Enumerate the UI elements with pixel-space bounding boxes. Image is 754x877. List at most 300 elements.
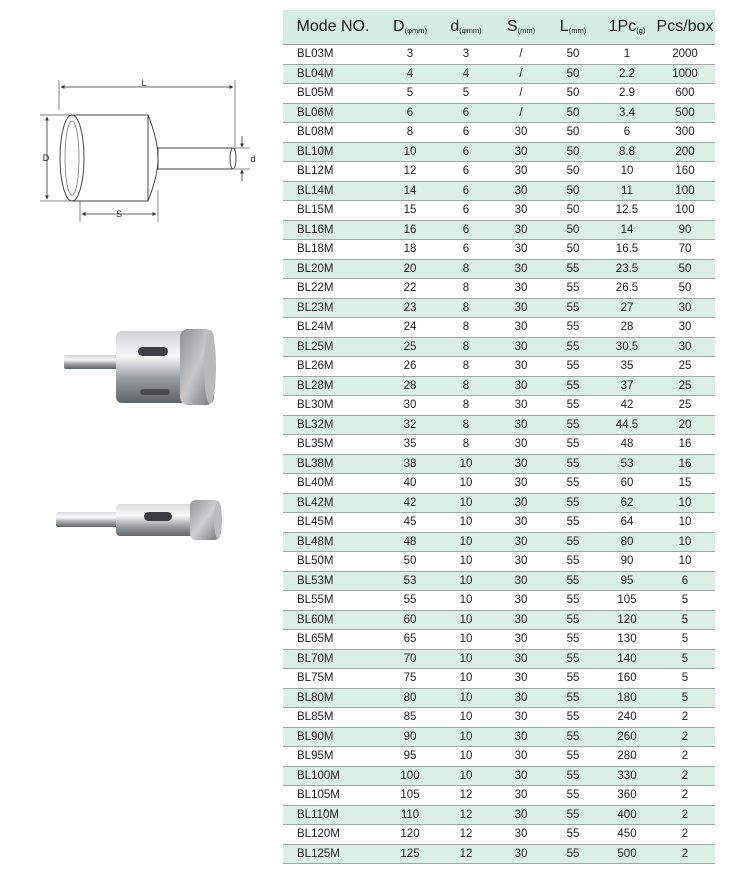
column-header-label: d [450,18,460,35]
table-cell: 2 [655,766,715,786]
table-cell: 55 [547,591,599,611]
table-cell: 100 [655,201,715,221]
table-cell: 2.9 [599,84,655,104]
table-cell: 90 [383,727,437,747]
table-cell: 400 [599,805,655,825]
model-number-cell: BL53M [283,571,383,591]
table-cell: / [495,84,547,104]
table-cell: 30 [495,181,547,201]
table-cell: 30 [495,298,547,318]
table-cell: 48 [383,532,437,552]
table-cell: 125 [383,844,437,864]
model-number-cell: BL125M [283,844,383,864]
model-number-cell: BL06M [283,103,383,123]
table-cell: 2 [655,825,715,845]
table-cell: 10 [437,708,495,728]
table-cell: 40 [383,474,437,494]
model-number-cell: BL105M [283,786,383,806]
table-cell: 80 [599,532,655,552]
table-header-row [283,10,715,45]
table-row [283,805,715,825]
table-cell: 8 [437,396,495,416]
table-cell: 23 [383,298,437,318]
table-cell: 70 [383,649,437,669]
table-cell: 55 [547,669,599,689]
table-row [283,708,715,728]
table-body [283,45,715,864]
table-cell: 14 [383,181,437,201]
table-cell: 2 [655,727,715,747]
table-cell: 30 [495,513,547,533]
table-cell: 95 [599,571,655,591]
table-row [283,259,715,279]
table-cell: / [495,45,547,65]
table-cell: 120 [383,825,437,845]
table-cell: 30 [495,649,547,669]
table-cell: 55 [547,727,599,747]
table-cell: 360 [599,786,655,806]
table-cell: 6 [437,103,495,123]
model-number-cell: BL38M [283,454,383,474]
table-row [283,201,715,221]
table-cell: 105 [599,591,655,611]
column-header-label: Pcs/box [656,18,714,35]
model-number-cell: BL35M [283,435,383,455]
table-cell: 55 [547,688,599,708]
column-header-label: D [393,18,405,35]
table-cell: 15 [655,474,715,494]
table-cell: 1 [599,45,655,65]
column-header-label: L [559,18,569,35]
table-cell: 180 [599,688,655,708]
model-number-cell: BL04M [283,64,383,84]
table-row [283,844,715,864]
table-cell: 26.5 [599,279,655,299]
table-cell: 55 [547,454,599,474]
table-cell: 5 [655,610,715,630]
table-cell: 30 [495,474,547,494]
table-cell: 10 [655,532,715,552]
table-cell: 30 [655,337,715,357]
table-cell: 8 [437,337,495,357]
column-header-unit: (φmm) [404,26,427,35]
table-cell: 10 [437,649,495,669]
table-cell: 3 [437,45,495,65]
table-cell: 50 [547,45,599,65]
table-cell: 50 [547,123,599,143]
table-cell: 16 [655,454,715,474]
table-cell: 30 [495,805,547,825]
table-cell: 30 [495,454,547,474]
model-number-cell: BL15M [283,201,383,221]
table-cell: 30 [495,708,547,728]
table-cell: 10 [437,727,495,747]
table-cell: 55 [547,825,599,845]
table-cell: 26 [383,357,437,377]
table-cell: 30 [495,357,547,377]
table-cell: 55 [547,396,599,416]
table-cell: 37 [599,376,655,396]
table-cell: 20 [655,415,715,435]
table-cell: 30 [495,630,547,650]
column-header-label: 1Pc [608,18,637,35]
label-D: D [42,153,50,163]
column-header [383,10,437,45]
column-header-unit: (g) [636,26,646,35]
table-row [283,298,715,318]
table-cell: 4 [437,64,495,84]
model-number-cell: BL100M [283,766,383,786]
table-row [283,162,715,182]
table-cell: 5 [655,649,715,669]
table-cell: 62 [599,493,655,513]
table-row [283,64,715,84]
model-number-cell: BL60M [283,610,383,630]
table-cell: 30 [655,298,715,318]
table-cell: 45 [383,513,437,533]
table-cell: 8.8 [599,142,655,162]
table-cell: 12 [383,162,437,182]
table-row [283,669,715,689]
model-number-cell: BL26M [283,357,383,377]
table-row [283,220,715,240]
table-cell: 1000 [655,64,715,84]
table-row [283,279,715,299]
table-cell: / [495,64,547,84]
table-cell: 90 [599,552,655,572]
label-S: S [115,209,123,219]
table-cell: 25 [655,357,715,377]
table-cell: 55 [547,337,599,357]
model-number-cell: BL05M [283,84,383,104]
model-number-cell: BL32M [283,415,383,435]
table-cell: 5 [437,84,495,104]
table-cell: 30 [495,259,547,279]
table-cell: 8 [383,123,437,143]
model-number-cell: BL45M [283,513,383,533]
table-row [283,84,715,104]
table-cell: 30 [495,162,547,182]
model-number-cell: BL95M [283,747,383,767]
table-cell: 130 [599,630,655,650]
table-cell: 25 [383,337,437,357]
table-cell: 110 [383,805,437,825]
table-cell: 55 [547,786,599,806]
table-cell: 50 [547,64,599,84]
table-cell: 5 [655,669,715,689]
table-cell: 30 [495,571,547,591]
table-cell: 30 [495,123,547,143]
core-drill-bit-image-2 [52,492,232,552]
table-cell: 55 [547,649,599,669]
table-cell: 55 [547,708,599,728]
model-number-cell: BL20M [283,259,383,279]
table-row [283,591,715,611]
model-number-cell: BL16M [283,220,383,240]
table-cell: 55 [547,493,599,513]
model-number-cell: BL22M [283,279,383,299]
table-cell: 55 [383,591,437,611]
model-number-cell: BL12M [283,162,383,182]
table-cell: 55 [547,474,599,494]
table-cell: 53 [599,454,655,474]
table-cell: 28 [383,376,437,396]
column-header [437,10,495,45]
table-cell: 300 [655,123,715,143]
table-cell: 23.5 [599,259,655,279]
table-cell: 65 [383,630,437,650]
table-row [283,454,715,474]
table-cell: 55 [547,552,599,572]
table-cell: 10 [437,552,495,572]
table-cell: 27 [599,298,655,318]
table-row [283,240,715,260]
table-cell: 8 [437,376,495,396]
table-row [283,552,715,572]
table-cell: 10 [437,747,495,767]
table-cell: 280 [599,747,655,767]
column-header [547,10,599,45]
table-row [283,688,715,708]
table-row [283,318,715,338]
table-cell: 330 [599,766,655,786]
table-cell: 55 [547,747,599,767]
model-number-cell: BL10M [283,142,383,162]
table-cell: 32 [383,415,437,435]
model-number-cell: BL80M [283,688,383,708]
table-cell: 6 [437,181,495,201]
table-cell: 55 [547,513,599,533]
table-cell: 50 [655,259,715,279]
table-cell: 160 [655,162,715,182]
table-cell: 10 [599,162,655,182]
table-cell: 30 [495,415,547,435]
table-cell: 30 [495,201,547,221]
column-header [495,10,547,45]
model-number-cell: BL65M [283,630,383,650]
table-cell: 50 [547,162,599,182]
column-header-unit: (mm) [517,26,536,35]
table-cell: 10 [437,610,495,630]
table-cell: 16.5 [599,240,655,260]
table-cell: 30 [495,669,547,689]
table-cell: 600 [655,84,715,104]
table-cell: 5 [655,630,715,650]
table-cell: 50 [383,552,437,572]
model-number-cell: BL25M [283,337,383,357]
table-row [283,337,715,357]
column-header-label: Mode NO. [296,18,370,35]
table-row [283,142,715,162]
table-cell: 80 [383,688,437,708]
table-cell: 6 [437,123,495,143]
table-cell: 6 [383,103,437,123]
table-cell: 8 [437,357,495,377]
table-cell: 35 [599,357,655,377]
table-cell: 48 [599,435,655,455]
column-header [655,10,715,45]
table-cell: 10 [437,454,495,474]
table-cell: 53 [383,571,437,591]
model-number-cell: BL42M [283,493,383,513]
table-cell: 10 [437,766,495,786]
table-cell: 24 [383,318,437,338]
table-cell: 25 [655,396,715,416]
table-cell: 12 [437,825,495,845]
table-cell: 30 [495,747,547,767]
table-cell: 12.5 [599,201,655,221]
table-cell: 6 [437,201,495,221]
table-cell: 38 [383,454,437,474]
table-cell: 30 [495,552,547,572]
table-cell: 5 [655,591,715,611]
table-cell: 30 [495,337,547,357]
table-cell: 30 [495,493,547,513]
table-cell: 6 [599,123,655,143]
model-number-cell: BL08M [283,123,383,143]
model-number-cell: BL70M [283,649,383,669]
table-cell: 8 [437,298,495,318]
model-number-cell: BL03M [283,45,383,65]
table-cell: 2 [655,747,715,767]
table-cell: 30 [495,844,547,864]
table-cell: 500 [655,103,715,123]
table-cell: 10 [655,513,715,533]
table-cell: 30 [495,279,547,299]
model-number-cell: BL28M [283,376,383,396]
table-cell: 55 [547,298,599,318]
table-row [283,825,715,845]
table-row [283,610,715,630]
table-cell: 200 [655,142,715,162]
table-cell: 55 [547,435,599,455]
table-row [283,786,715,806]
table-cell: 55 [547,766,599,786]
table-cell: 42 [599,396,655,416]
model-number-cell: BL90M [283,727,383,747]
table-cell: 8 [437,415,495,435]
table-cell: 5 [655,688,715,708]
table-cell: 260 [599,727,655,747]
table-cell: 30 [495,435,547,455]
table-cell: 10 [437,513,495,533]
table-cell: 30 [495,240,547,260]
table-cell: 50 [547,181,599,201]
table-cell: 105 [383,786,437,806]
table-cell: 160 [599,669,655,689]
table-cell: 30 [655,318,715,338]
table-row [283,727,715,747]
table-cell: 44.5 [599,415,655,435]
table-cell: 55 [547,415,599,435]
table-cell: 28 [599,318,655,338]
table-cell: 50 [547,142,599,162]
table-row [283,123,715,143]
table-cell: 10 [437,571,495,591]
table-cell: 60 [599,474,655,494]
table-row [283,181,715,201]
table-cell: / [495,103,547,123]
column-header-label: S [506,18,518,35]
table-cell: 30 [495,786,547,806]
column-header-unit: (mm) [568,26,587,35]
model-number-cell: BL48M [283,532,383,552]
core-drill-bit-image-1 [60,323,220,411]
table-cell: 30 [495,825,547,845]
table-cell: 64 [599,513,655,533]
table-cell: 30 [495,376,547,396]
table-cell: 240 [599,708,655,728]
table-row [283,396,715,416]
table-cell: 2 [655,805,715,825]
table-cell: 30 [495,396,547,416]
table-cell: 30 [495,318,547,338]
table-cell: 55 [547,610,599,630]
table-cell: 55 [547,532,599,552]
model-number-cell: BL24M [283,318,383,338]
table-cell: 100 [383,766,437,786]
table-cell: 12 [437,844,495,864]
table-cell: 6 [437,240,495,260]
table-cell: 8 [437,259,495,279]
table-cell: 70 [655,240,715,260]
table-cell: 2.2 [599,64,655,84]
table-cell: 500 [599,844,655,864]
table-cell: 2 [655,844,715,864]
table-row [283,532,715,552]
table-cell: 3 [383,45,437,65]
model-number-cell: BL18M [283,240,383,260]
table-cell: 55 [547,844,599,864]
label-L: L [141,78,147,88]
table-cell: 3.4 [599,103,655,123]
table-cell: 11 [599,181,655,201]
table-cell: 2000 [655,45,715,65]
table-cell: 5 [383,84,437,104]
table-row [283,747,715,767]
table-cell: 85 [383,708,437,728]
table-row [283,493,715,513]
table-row [283,571,715,591]
table-cell: 22 [383,279,437,299]
table-cell: 30 [495,532,547,552]
table-cell: 30 [495,688,547,708]
table-cell: 10 [437,591,495,611]
column-header [599,10,655,45]
table-cell: 2 [655,708,715,728]
table-cell: 10 [655,552,715,572]
model-number-cell: BL14M [283,181,383,201]
table-cell: 20 [383,259,437,279]
column-header-unit: (φmm) [459,26,482,35]
table-cell: 6 [437,220,495,240]
table-row [283,630,715,650]
label-d: d [250,154,256,164]
table-row [283,376,715,396]
table-row [283,103,715,123]
table-cell: 15 [383,201,437,221]
table-cell: 50 [655,279,715,299]
table-cell: 8 [437,279,495,299]
table-cell: 140 [599,649,655,669]
table-cell: 55 [547,630,599,650]
table-row [283,435,715,455]
table-cell: 50 [547,240,599,260]
table-cell: 50 [547,103,599,123]
table-cell: 30 [495,766,547,786]
table-cell: 30.5 [599,337,655,357]
table-cell: 95 [383,747,437,767]
